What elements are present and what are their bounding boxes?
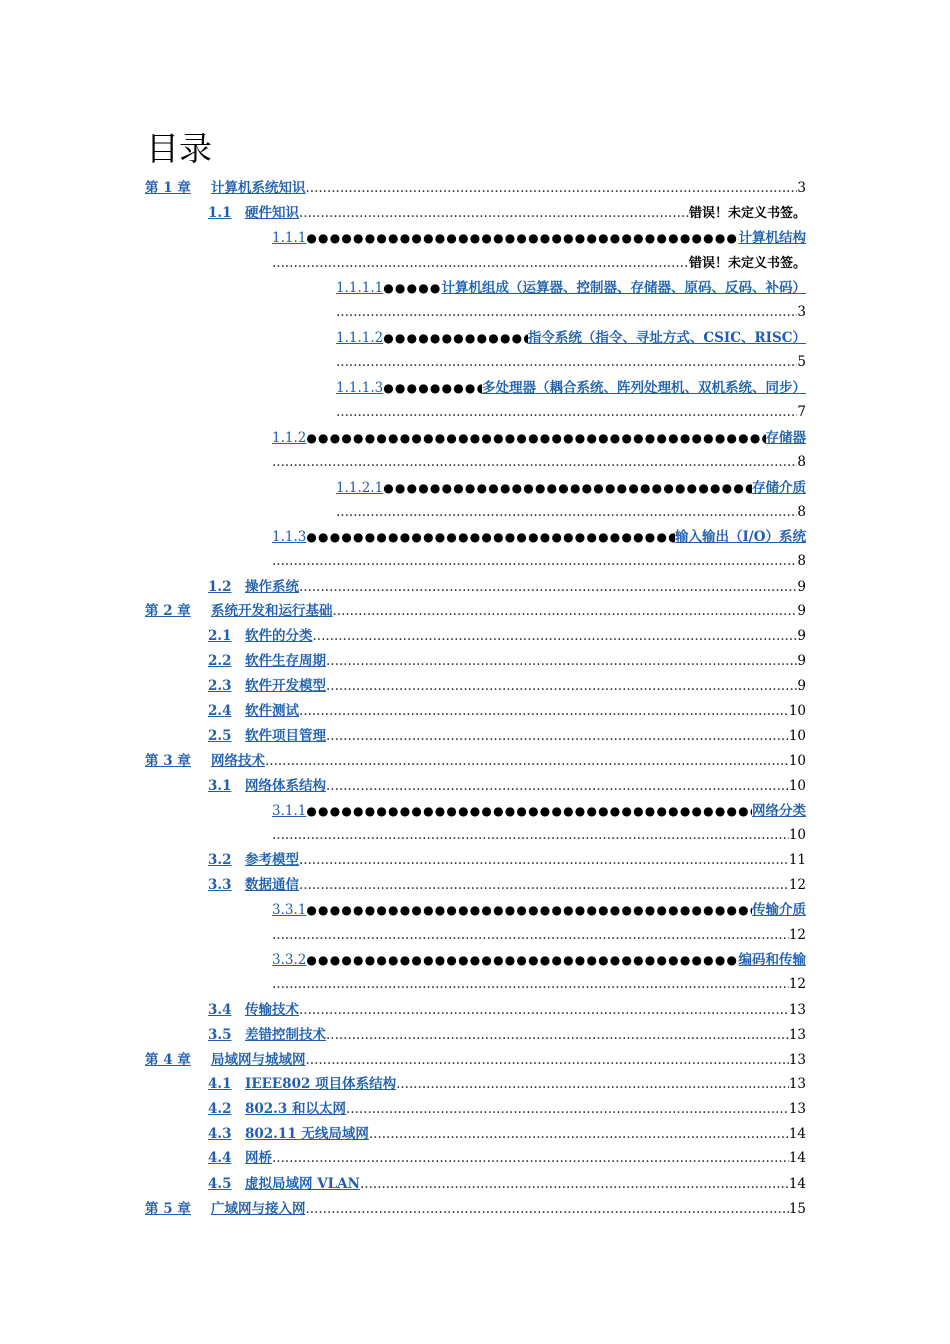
toc-entry[interactable] (208, 726, 806, 746)
toc-entry-number-cell (208, 626, 245, 646)
toc-entry[interactable] (208, 875, 806, 895)
toc-entry-number-cell (208, 1025, 245, 1045)
page-number: 13 (788, 1052, 806, 1068)
dot-leader (306, 178, 798, 198)
toc-entry-number-cell (208, 1000, 245, 1020)
toc-entry-number[interactable]: 1.1.1 (272, 230, 307, 246)
toc-entry-number-cell (208, 676, 245, 696)
page-number: 12 (788, 927, 806, 943)
page-number: 13 (788, 1027, 806, 1043)
toc-entry-number-cell (208, 1174, 245, 1194)
dot-leader (299, 1000, 789, 1020)
page-number: 11 (788, 852, 806, 868)
dot-leader (272, 974, 789, 994)
dot-leader (299, 875, 789, 895)
toc-entry[interactable] (208, 1124, 806, 1144)
dot-leader (272, 452, 797, 472)
toc-entry[interactable] (208, 651, 806, 671)
toc-entry[interactable] (208, 1099, 806, 1119)
dot-leader (299, 203, 689, 223)
toc-entry-number[interactable]: 3.2 (208, 852, 232, 868)
toc-entry-number-cell (208, 875, 245, 895)
dot-leader (336, 352, 797, 372)
dot-leader (396, 1074, 789, 1094)
toc-entry-number-cell (208, 1124, 245, 1144)
toc-entry-title[interactable]: 存储器 (765, 430, 806, 446)
toc-entry-number-cell (208, 577, 245, 597)
toc-entry-title[interactable]: 系统开发和运行基础 (211, 603, 333, 619)
toc-entry-number[interactable]: 1.1.2 (272, 430, 307, 446)
page-number: 12 (788, 976, 806, 992)
toc-entry-title[interactable]: 网络体系结构 (245, 778, 326, 794)
toc-entry[interactable] (336, 328, 806, 348)
page-number: 13 (788, 1002, 806, 1018)
toc-entry[interactable] (208, 1174, 806, 1194)
page-number: 14 (788, 1126, 806, 1142)
toc-entry-number-cell (208, 850, 245, 870)
toc-entry-title[interactable]: 局域网与城域网 (211, 1052, 306, 1068)
bullet-leader (306, 428, 765, 448)
toc-entry-title[interactable]: 软件生存周期 (245, 653, 326, 669)
toc-entry-number[interactable]: 第 5 章 (145, 1201, 191, 1217)
page-number: 9 (797, 579, 806, 595)
toc-entry[interactable] (272, 950, 806, 970)
dot-leader (272, 1148, 789, 1168)
toc-entry-number[interactable]: 2.5 (208, 728, 232, 744)
toc-entry-number[interactable]: 第 1 章 (145, 180, 191, 196)
toc-entry-title[interactable]: 操作系统 (245, 579, 299, 595)
toc-entry-number[interactable]: 3.3.2 (272, 952, 307, 968)
page-number: 8 (797, 454, 806, 470)
toc-entry[interactable] (145, 178, 806, 198)
bookmark-error: 错误！未定义书签。 (688, 256, 806, 271)
toc-entry-number[interactable]: 1.1.1.1 (336, 280, 384, 296)
toc-entry-number-cell (145, 751, 211, 771)
toc-entry-title[interactable]: 计算机系统知识 (211, 180, 306, 196)
dot-leader (265, 751, 789, 771)
toc-entry-title[interactable]: 差错控制技术 (245, 1027, 326, 1043)
page-number: 8 (797, 504, 806, 520)
bullet-leader (306, 228, 738, 248)
bullet-leader (383, 328, 528, 348)
dot-leader (336, 402, 797, 422)
dot-leader (306, 1050, 789, 1070)
toc-entry[interactable] (272, 527, 806, 547)
toc-entry-number[interactable]: 第 3 章 (145, 753, 191, 769)
page-number: 5 (797, 354, 806, 370)
toc-entry[interactable] (208, 1074, 806, 1094)
page-number: 10 (788, 753, 806, 769)
page-number: 9 (797, 603, 806, 619)
toc-entry-number-cell (208, 651, 245, 671)
toc-entry-title[interactable]: 传输介质 (752, 902, 806, 918)
toc-entry-number[interactable]: 1.1.1.3 (336, 380, 384, 396)
bullet-leader (306, 801, 752, 821)
page-number: 14 (788, 1176, 806, 1192)
dot-leader (299, 577, 797, 597)
toc-entry-number-cell (208, 1099, 245, 1119)
toc-entry-title[interactable]: 软件项目管理 (245, 728, 326, 744)
toc-entry[interactable] (145, 1050, 806, 1070)
bullet-leader (383, 478, 752, 498)
toc-entry-title[interactable]: 存储介质 (752, 480, 806, 496)
page-number: 3 (797, 180, 806, 196)
toc-entry-number[interactable]: 1.1.3 (272, 529, 307, 545)
toc-entry[interactable] (272, 228, 806, 248)
toc-entry-number[interactable]: 3.1.1 (272, 803, 307, 819)
toc-entry[interactable] (145, 751, 806, 771)
toc-entry[interactable] (208, 1025, 806, 1045)
toc-entry[interactable] (208, 626, 806, 646)
toc-entry-number[interactable]: 第 4 章 (145, 1052, 191, 1068)
dot-leader (272, 825, 789, 845)
toc-entry-number[interactable]: 2.2 (208, 653, 232, 669)
toc-entry-number-cell (208, 203, 245, 223)
bullet-leader (306, 900, 752, 920)
page-number: 13 (788, 1076, 806, 1092)
toc-entry-title[interactable]: 编码和传输 (738, 952, 806, 968)
toc-entry-number[interactable]: 4.1 (208, 1076, 232, 1092)
bullet-leader (383, 378, 482, 398)
dot-leader (272, 253, 689, 273)
toc-entry-number-cell (208, 1074, 245, 1094)
toc-entry-continuation (336, 502, 806, 522)
toc-entry[interactable] (208, 1148, 806, 1168)
toc-entry-number-cell (208, 1148, 245, 1168)
toc-entry-title[interactable]: 多处理器（耦合系统、阵列处理机、双机系统、同步） (482, 380, 806, 396)
dot-leader (326, 776, 789, 796)
toc-entry-number[interactable]: 4.5 (208, 1176, 232, 1192)
toc-entry-number[interactable]: 1.1 (208, 205, 232, 221)
toc-entry-number[interactable]: 4.4 (208, 1150, 232, 1166)
toc-entry-number-cell (208, 776, 245, 796)
bookmark-error: 错误！未定义书签。 (688, 206, 806, 221)
toc-entry[interactable] (208, 776, 806, 796)
toc-entry-continuation (336, 352, 806, 372)
dot-leader (299, 701, 789, 721)
toc-entry-number[interactable]: 第 2 章 (145, 603, 191, 619)
bullet-leader (383, 278, 441, 298)
toc-entry-title[interactable]: 传输技术 (245, 1002, 299, 1018)
toc-entry-title[interactable]: 虚拟局域网 VLAN (245, 1176, 360, 1192)
toc-entry-title[interactable]: 指令系统（指令、寻址方式、CSIC、RISC） (527, 330, 806, 346)
toc-entry-continuation (272, 551, 806, 571)
toc-entry-continuation (272, 925, 806, 945)
toc-entry[interactable] (145, 601, 806, 621)
toc-entry-number[interactable]: 1.1.1.2 (336, 330, 384, 346)
toc-entry[interactable] (336, 278, 806, 298)
toc-entry-continuation (336, 402, 806, 422)
page-number: 7 (797, 404, 806, 420)
dot-leader (326, 676, 797, 696)
dot-leader (313, 626, 798, 646)
toc-entry-continuation (272, 253, 806, 273)
page-number: 8 (797, 553, 806, 569)
dot-leader (369, 1124, 789, 1144)
page-title: 目录 (146, 129, 212, 168)
dot-leader (299, 850, 789, 870)
page-number: 14 (788, 1150, 806, 1166)
toc-entry[interactable] (208, 203, 806, 223)
toc-entry-title[interactable]: 软件测试 (245, 703, 299, 719)
toc-entry[interactable] (208, 577, 806, 597)
page-number: 12 (788, 877, 806, 893)
toc-entry[interactable] (336, 478, 806, 498)
toc-entry-title[interactable]: 网络分类 (752, 803, 806, 819)
page-number: 9 (797, 628, 806, 644)
dot-leader (326, 1025, 789, 1045)
toc-entry-number[interactable]: 1.1.2.1 (336, 480, 384, 496)
page-number: 3 (797, 304, 806, 320)
toc-entry-title[interactable]: 网桥 (245, 1150, 272, 1166)
dot-leader (346, 1099, 789, 1119)
toc-entry-number[interactable]: 3.3.1 (272, 902, 307, 918)
toc-entry-title[interactable]: 硬件知识 (245, 205, 299, 221)
toc-entry-title[interactable]: 802.3 和以太网 (245, 1101, 346, 1117)
dot-leader (336, 502, 797, 522)
toc-entry-continuation (272, 974, 806, 994)
page-number: 13 (788, 1101, 806, 1117)
toc-entry-number-cell (145, 1199, 211, 1219)
dot-leader (326, 726, 789, 746)
toc-entry-number-cell (145, 1050, 211, 1070)
toc-entry-title[interactable]: 软件开发模型 (245, 678, 326, 694)
bullet-leader (306, 527, 675, 547)
dot-leader (272, 551, 797, 571)
dot-leader (272, 925, 789, 945)
toc-entry-number-cell (145, 178, 211, 198)
toc-entry-title[interactable]: 输入输出（I/O）系统 (674, 529, 806, 545)
toc-entry[interactable] (272, 428, 806, 448)
page-number: 10 (788, 728, 806, 744)
dot-leader (360, 1174, 789, 1194)
toc-entry[interactable] (272, 900, 806, 920)
toc-entry-number[interactable]: 3.4 (208, 1002, 232, 1018)
toc-entry[interactable] (208, 850, 806, 870)
toc-entry-title[interactable]: 802.11 无线局域网 (245, 1126, 369, 1142)
toc-entry-title[interactable]: IEEE802 项目体系结构 (245, 1076, 397, 1092)
toc-entry-number-cell (145, 601, 211, 621)
toc-entry-number[interactable]: 1.2 (208, 579, 232, 595)
page-number: 15 (788, 1201, 806, 1217)
toc-entry-number-cell (208, 701, 245, 721)
toc-entry-title[interactable]: 软件的分类 (245, 628, 313, 644)
toc-entry[interactable] (272, 801, 806, 821)
toc-entry-title[interactable]: 计算机组成（运算器、控制器、存储器、原码、反码、补码） (441, 280, 806, 296)
toc-entry-title[interactable]: 广域网与接入网 (211, 1201, 306, 1217)
toc-entry-number[interactable]: 3.5 (208, 1027, 232, 1043)
dot-leader (326, 651, 797, 671)
toc-entry-number[interactable]: 2.4 (208, 703, 232, 719)
toc-entry-number[interactable]: 4.3 (208, 1126, 232, 1142)
toc-entry-number[interactable]: 2.3 (208, 678, 232, 694)
toc-entry-title[interactable]: 数据通信 (245, 877, 299, 893)
toc-entry[interactable] (145, 1199, 806, 1219)
dot-leader (333, 601, 798, 621)
toc-entry-title[interactable]: 网络技术 (211, 753, 265, 769)
toc-entry-number-cell (208, 726, 245, 746)
toc-entry-continuation (336, 302, 806, 322)
toc-entry-number[interactable]: 3.1 (208, 778, 232, 794)
toc-entry-number[interactable]: 3.3 (208, 877, 232, 893)
toc-entry[interactable] (208, 676, 806, 696)
toc-entry-title[interactable]: 计算机结构 (738, 230, 806, 246)
toc-entry-number[interactable]: 2.1 (208, 628, 232, 644)
page-number: 10 (788, 827, 806, 843)
bullet-leader (306, 950, 738, 970)
dot-leader (336, 302, 797, 322)
toc-entry-title[interactable]: 参考模型 (245, 852, 299, 868)
page-number: 10 (788, 703, 806, 719)
toc-entry-continuation (272, 825, 806, 845)
page-number: 9 (797, 653, 806, 669)
page-number: 9 (797, 678, 806, 694)
page-number: 10 (788, 778, 806, 794)
toc-entry-number[interactable]: 4.2 (208, 1101, 232, 1117)
toc-entry[interactable] (208, 1000, 806, 1020)
toc-entry[interactable] (336, 378, 806, 398)
dot-leader (306, 1199, 789, 1219)
toc-entry[interactable] (208, 701, 806, 721)
toc-entry-continuation (272, 452, 806, 472)
